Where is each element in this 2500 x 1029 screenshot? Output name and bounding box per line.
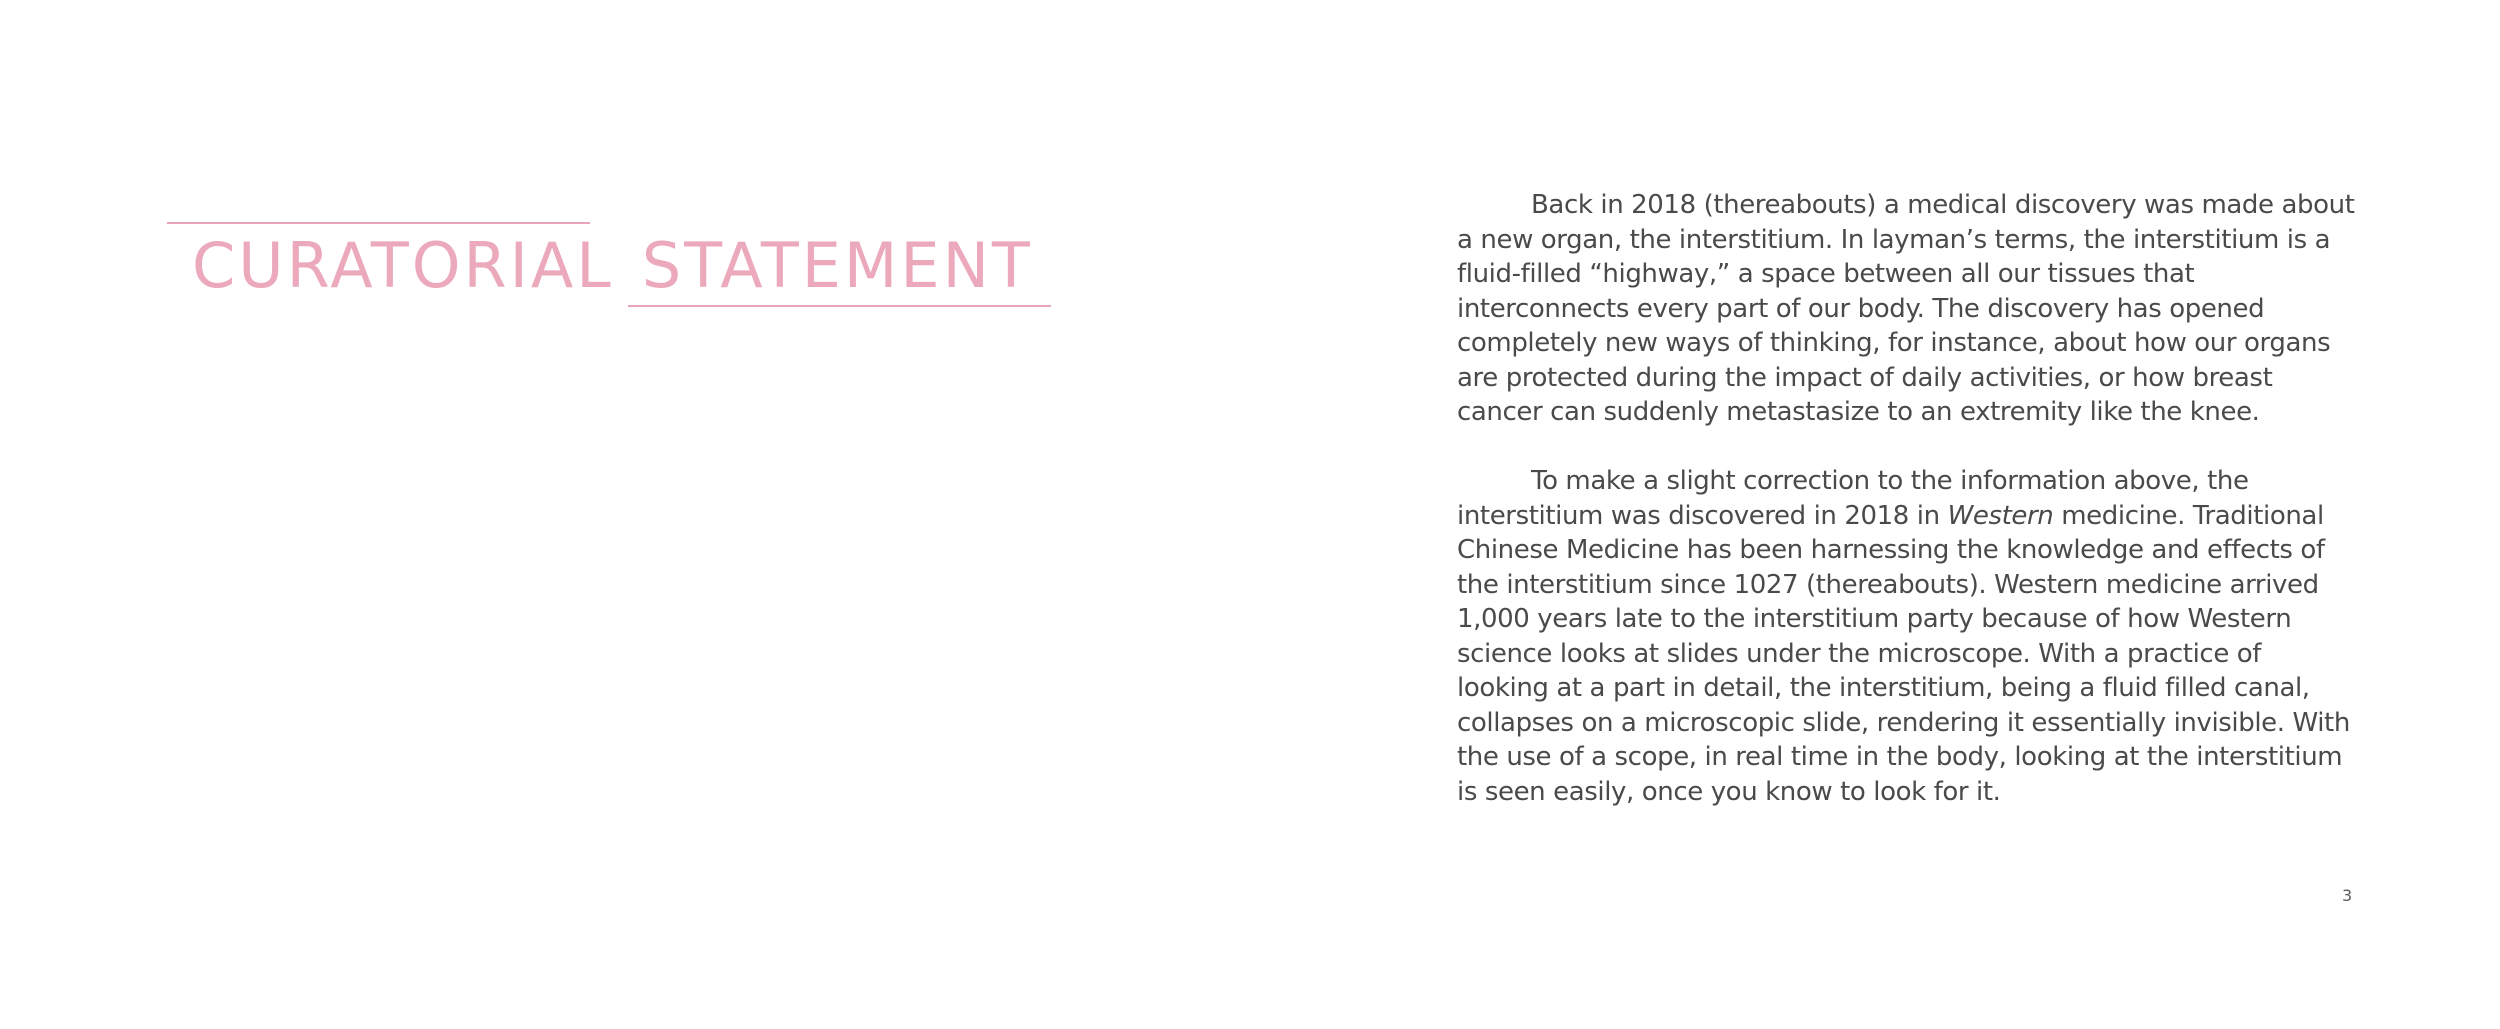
title-word-statement: STATEMENT bbox=[641, 229, 1033, 302]
paragraph-2-text-start: To make a slight correction to the information above, the interstitium was discovered in 2018 in bbox=[1457, 466, 2249, 531]
title-rule-bottom bbox=[628, 305, 1051, 307]
paragraph-2-text-end: medicine. Traditional Chinese Medicine has been harnessing the knowledge and effects of the interstitium since 1027 (thereabouts). Western medicine arrived 1,000 years late to the interstitium party because of how Western science looks at slides under the microscope. With a practice of looking at a part in detail, the interstitium, being a fluid filled canal, collapses on a microscopic slide, rendering it essentially invisible. With the use of a scope, in real time in the body, looking at the interstitium is seen easily, once you know to look for it. bbox=[1457, 500, 2350, 807]
statement-body bbox=[1457, 188, 2357, 809]
statement-paragraph-1: Back in 2018 (thereabouts) a medical discovery was made about a new organ, the interstitium. In layman’s terms, the interstitium is a fluid-filled “highway,” a space between all our tissues that interconnects every part of our body. The discovery has opened completely new ways of thinking, for instance, about how our organs are protected during the impact of daily activities, or how breast cancer can suddenly metastasize to an extremity like the knee. bbox=[1457, 190, 2355, 427]
page-title bbox=[192, 228, 1033, 304]
statement-paragraph-2 bbox=[1457, 464, 2357, 809]
title-rule-top bbox=[167, 222, 590, 224]
title-word-curatorial: CURATORIAL bbox=[192, 229, 614, 302]
page-number: 3 bbox=[2342, 886, 2353, 905]
paragraph-2-italic-western: Western bbox=[1947, 500, 2054, 531]
